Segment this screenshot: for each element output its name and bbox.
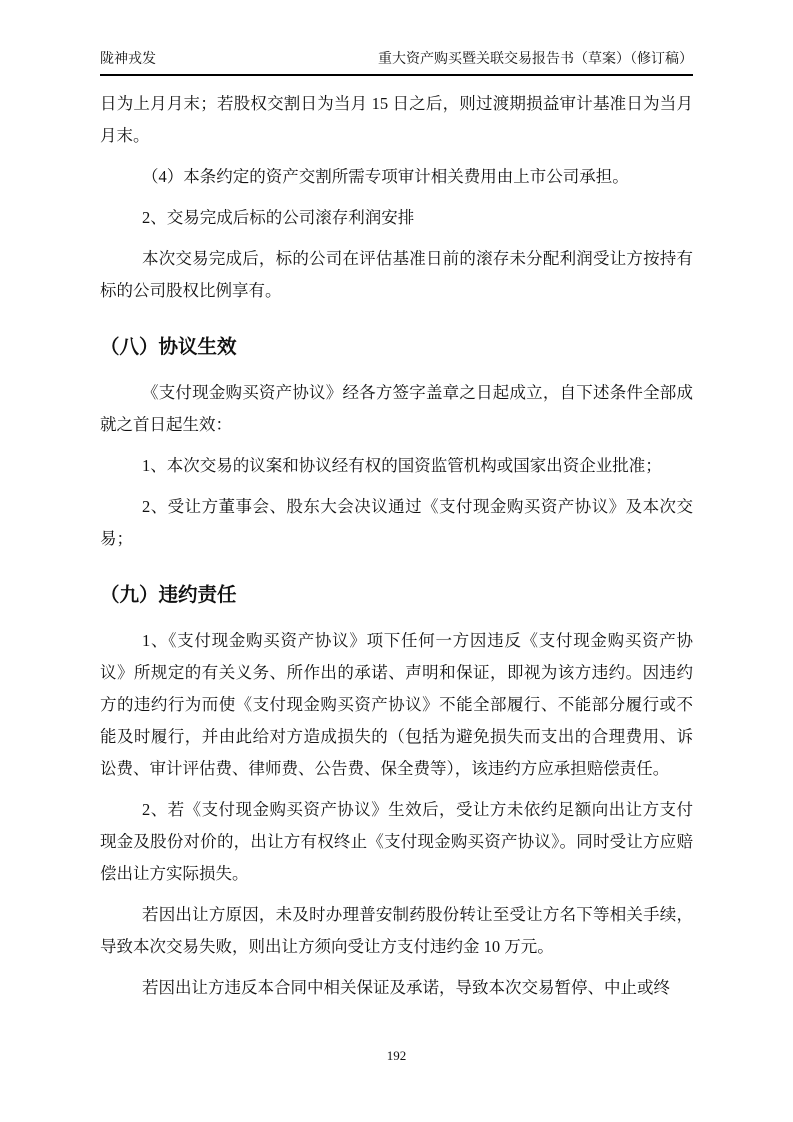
paragraph: 若因出让方违反本合同中相关保证及承诺，导致本次交易暂停、中止或终 [142, 978, 670, 997]
document-body [100, 88, 693, 1004]
section-heading: （八）协议生效 [100, 336, 237, 358]
paragraph: 1、本次交易的议案和协议经有权的国资监管机构或国家出资企业批准； [142, 456, 662, 475]
header-company-name: 陇神戎发 [100, 52, 156, 67]
paragraph: 1、《支付现金购买资产协议》项下任何一方因违反《支付现金购买资产协议》所规定的有关义务、所作出的承诺、声明和保证，即视为该方违约。因违约方的违约行为而使《支付现金购买资产协议》不能全部履行、不能部分履行或不能及时履行，并由此给对方造成损失的（包括为避免损失而支出的合理费用、诉讼费、审计评估费、律师费、公告费、保全费等），该违约方应承担赔偿责任。 [100, 631, 693, 778]
paragraph: 2、交易完成后标的公司滚存利润安排 [142, 208, 415, 227]
page-footer [0, 1048, 793, 1064]
paragraph: 2、若《支付现金购买资产协议》生效后，受让方未依约足额向出让方支付现金及股份对价的，出让方有权终止《支付现金购买资产协议》。同时受让方应赔偿出让方实际损失。 [100, 800, 693, 883]
paragraph: 《支付现金购买资产协议》经各方签字盖章之日起成立，自下述条件全部成就之首日起生效： [100, 383, 693, 434]
paragraph: 本次交易完成后，标的公司在评估基准日前的滚存未分配利润受让方按持有标的公司股权比例享有。 [100, 249, 693, 300]
page-number: 192 [386, 1048, 407, 1063]
paragraph: 若因出让方原因，未及时办理普安制药股份转让至受让方名下等相关手续，导致本次交易失败，则出让方须向受让方支付违约金 10 万元。 [100, 905, 693, 956]
section-heading: （九）违约责任 [100, 584, 237, 606]
paragraph: （4）本条约定的资产交割所需专项审计相关费用由上市公司承担。 [142, 167, 629, 186]
page-header [100, 50, 693, 76]
header-report-title: 重大资产购买暨关联交易报告书（草案）（修订稿） [378, 52, 693, 67]
paragraph: 2、受让方董事会、股东大会决议通过《支付现金购买资产协议》及本次交易； [100, 497, 693, 548]
paragraph: 日为上月月末；若股权交割日为当月 15 日之后，则过渡期损益审计基准日为当月月末。 [100, 94, 693, 145]
